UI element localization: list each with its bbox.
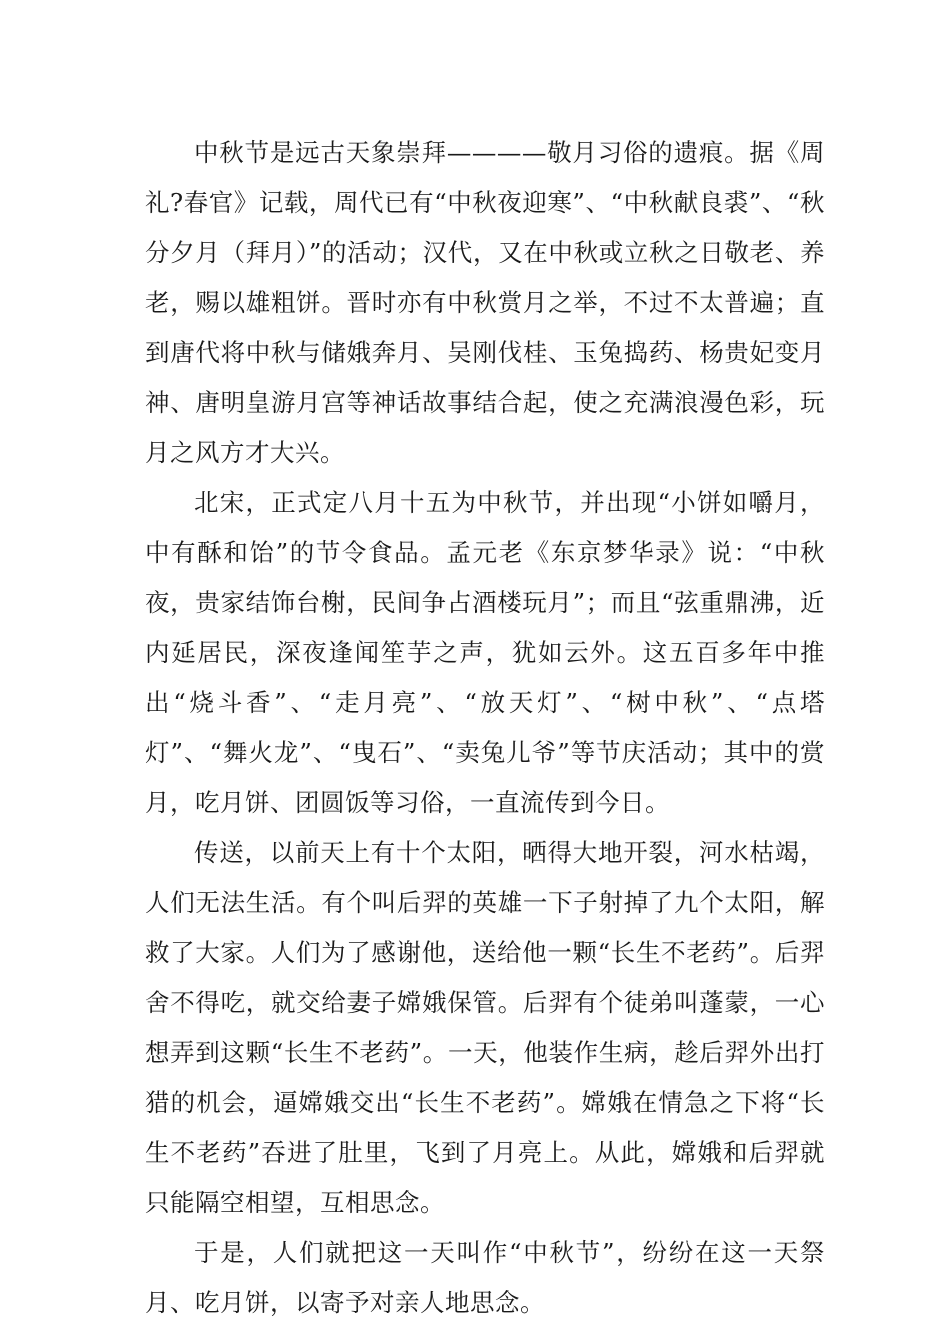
paragraph-legend: 传送，以前天上有十个太阳，晒得大地开裂，河水枯竭，人们无法生活。有个叫后羿的英雄一下子射掉了九个太阳，解救了大家。人们为了感谢他，送给他一颗“长生不老药”。后羿舍不得吃，就交给妻子嫦娥保管。后羿有个徒弟叫蓬蒙，一心想弄到这颗“长生不老药”。一天，他装作生病，趁后羿外出打猎的机会，逼嫦娥交出“长生不老药”。嫦娥在情急之下将“长生不老药”吞进了肚里，飞到了月亮上。从此，嫦娥和后羿就只能隔空相望，互相思念。	[145, 838, 825, 1217]
paragraph-song-dynasty: 北宋，正式定八月十五为中秋节，并出现“小饼如嚼月，中有酥和饴”的节令食品。孟元老《东京梦华录》说：“中秋夜，贵家结饰台榭，民间争占酒楼玩月”；而且“弦重鼎沸，近内延居民，深夜逢闻笙芋之声，犹如云外。这五百多年中推出“烧斗香”、“走月亮”、“放天灯”、“树中秋”、“点塔灯”、“舞火龙”、“曳石”、“卖兔儿爷”等节庆活动；其中的赏月，吃月饼、团圆饭等习俗，一直流传到今日。	[145, 488, 825, 817]
paragraph-origin: 中秋节是远古天象崇拜————敬月习俗的遗痕。据《周礼?春官》记载，周代已有“中秋夜迎寒”、“中秋献良裘”、“秋分夕月（拜月）”的活动；汉代，又在中秋或立秋之日敬老、养老，赐以雄粗饼。晋时亦有中秋赏月之举，不过不太普遍；直到唐代将中秋与储娥奔月、吴刚伐桂、玉兔捣药、杨贵妃变月神、唐明皇游月宫等神话故事结合起，使之充满浪漫色彩，玩月之风方才大兴。	[145, 138, 825, 467]
paragraph-conclusion: 于是，人们就把这一天叫作“中秋节”，纷纷在这一天祭月、吃月饼，以寄予对亲人地思念。	[145, 1238, 825, 1317]
document-body	[145, 128, 825, 1328]
